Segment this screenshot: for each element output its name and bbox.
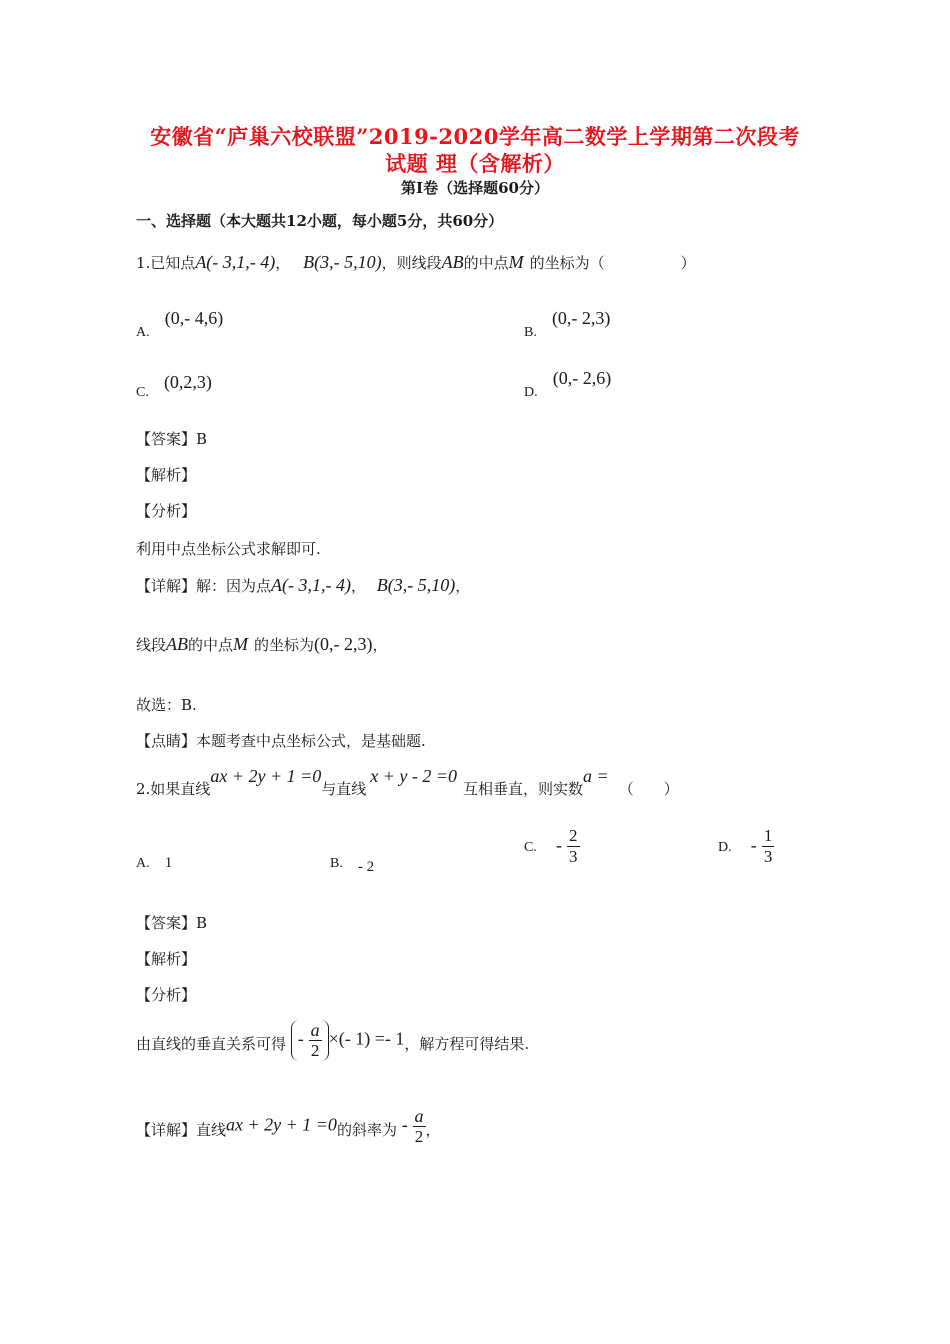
q1-detail-line1: 【详解】解：因为点A(- 3,1,- 4)， B(3,- 5,10)， [136,575,471,595]
q1-reasoning-label: 【分析】 [136,502,197,520]
q2-detail: 【详解】直线ax + 2y + 1 =0的斜率为 - $\frac{a}{2}$ ， [136,1106,441,1146]
q1-option-a: A. (0,- 4,6) [136,308,224,340]
q2-analysis-label: 【解析】 [136,950,197,968]
q2-reasoning-text: 由直线的垂直关系可得 - $\frac{a}{2}$ ×(- 1) =- 1，解方程可得结果. [136,1020,530,1060]
q1-option-c: C. (0,2,3) [136,372,212,400]
q2-answer: 【答案】B [136,914,208,932]
q1-answer: 【答案】B [136,430,208,448]
document-title-line1: 安徽省“庐巢六校联盟”2019-2020学年高二数学上学期第二次段考 [150,124,800,149]
q2-option-a: A. 1 [136,855,173,871]
q2-reasoning-label: 【分析】 [136,986,197,1004]
q1-comment: 【点睛】本题考查中点坐标公式，是基础题. [136,732,426,750]
document-title-line2: 试题 理（含解析） [385,151,565,176]
q1-reasoning-text: 利用中点坐标公式求解即可. [136,540,321,558]
q2-option-b: B. - 2 [330,856,375,875]
q1-choice: 故选：B. [136,696,197,714]
q2-option-c: C. - $\frac{2}{3}$ [524,826,578,866]
q1-option-b: B. (0,- 2,3) [524,308,611,340]
q1-analysis-label: 【解析】 [136,466,197,484]
part-heading: 第Ⅰ卷（选择题60分） [401,179,549,197]
question-1-stem: 1.已知点A(- 3,1,- 4)， B(3,- 5,10)，则线段AB的中点M 的坐标为（ ） [136,252,696,272]
section-heading: 一、选择题（本大题共12小题，每小题5分，共60分） [136,212,504,230]
q1-detail-line2: 线段AB的中点M 的坐标为(0,- 2,3)， [136,634,388,654]
q1-option-d: D. (0,- 2,6) [524,368,612,400]
question-2-stem: 2.如果直线ax + 2y + 1 =0与直线x + y - 2 =0互相垂直，则实数a =（ ） [136,766,679,798]
q2-option-d: D. - $\frac{1}{3}$ [718,826,773,866]
